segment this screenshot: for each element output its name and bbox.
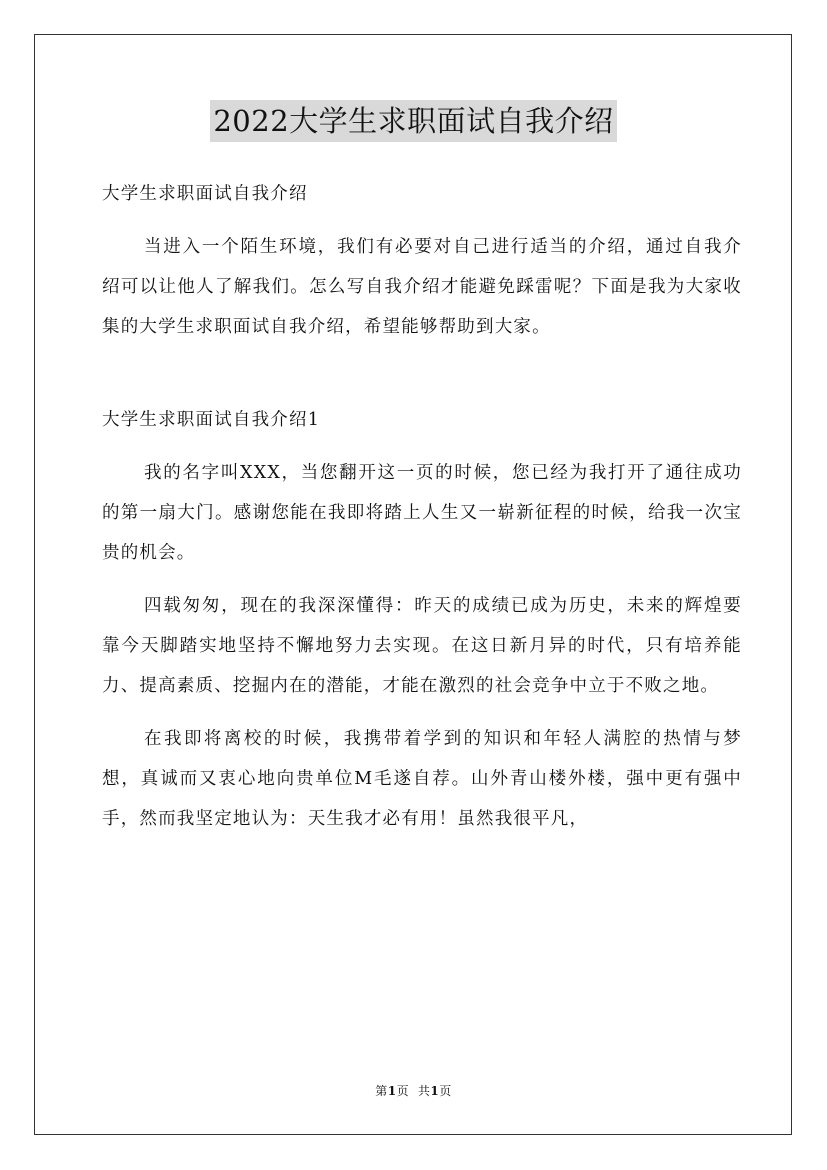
section-heading-1: 大学生求职面试自我介绍1 <box>102 410 321 430</box>
page-footer <box>0 1083 827 1099</box>
page-prefix: 第 <box>375 1084 388 1098</box>
document-body <box>102 174 742 852</box>
section-heading-intro: 大学生求职面试自我介绍 <box>102 184 308 204</box>
total-suffix: 页 <box>439 1084 452 1098</box>
paragraph-3: 在我即将离校的时候，我携带着学到的知识和年轻人满腔的热情与梦想，真诚而又衷心地向贵单位M毛遂自荐。山外青山楼外楼，强中更有强中手，然而我坚定地认为：天生我才必有用！虽然我很平凡， <box>102 729 742 829</box>
document-title-text: 2022大学生求职面试自我介绍 <box>210 100 616 142</box>
total-prefix: 共 <box>417 1084 431 1098</box>
paragraph-intro: 当进入一个陌生环境，我们有必要对自己进行适当的介绍，通过自我介绍可以让他人了解我们。怎么写自我介绍才能避免踩雷呢？下面是我为大家收集的大学生求职面试自我介绍，希望能够帮助到大家。 <box>102 237 742 337</box>
paragraph-2: 四载匆匆，现在的我深深懂得：昨天的成绩已成为历史，未来的辉煌要靠今天脚踏实地坚持不懈地努力去实现。在这日新月异的时代，只有培养能力、提高素质、挖掘内在的潜能，才能在激烈的社会竞争中立于不败之地。 <box>102 596 742 696</box>
paragraph-1: 我的名字叫XXX，当您翻开这一页的时候，您已经为我打开了通往成功的第一扇大门。感谢您能在我即将踏上人生又一崭新征程的时候，给我一次宝贵的机会。 <box>102 463 742 563</box>
page-number: 1 <box>387 1084 397 1098</box>
page-suffix: 页 <box>396 1084 410 1098</box>
total-pages: 1 <box>430 1084 440 1098</box>
document-title <box>0 100 827 142</box>
